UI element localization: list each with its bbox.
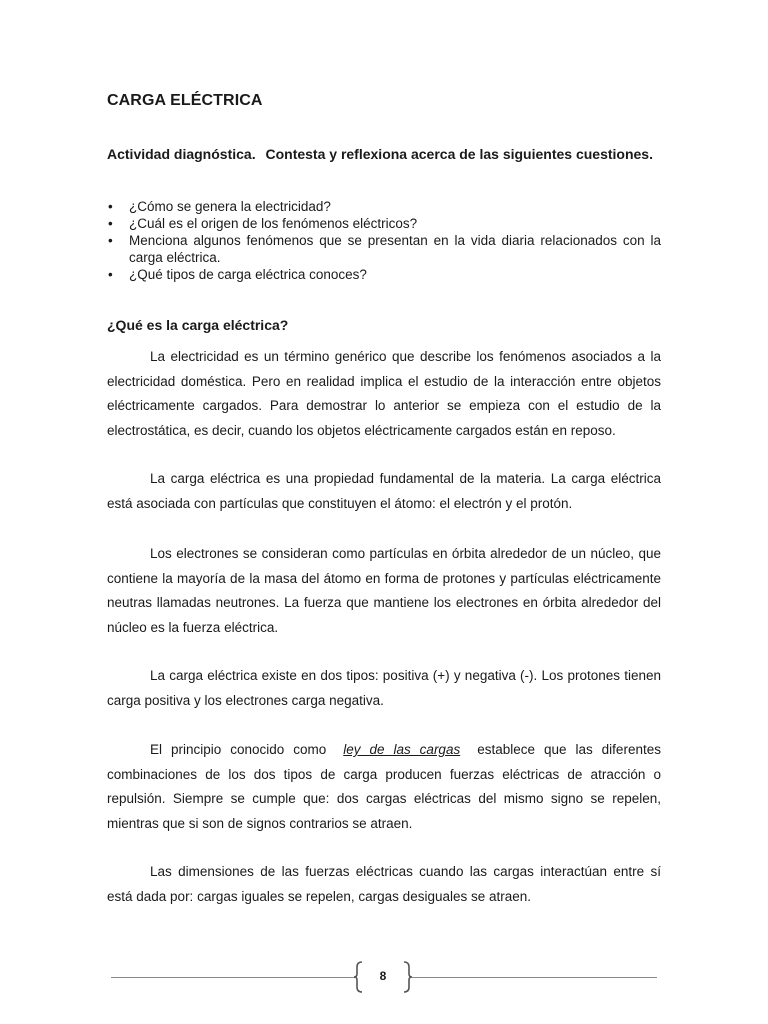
activity-heading: [107, 145, 661, 163]
page-number: 8: [379, 969, 387, 983]
paragraph-electrons: Los electrones se consideran como partículas en órbita alrededor de un núcleo, que contiene la mayoría de la masa del átomo en forma de protones y partículas eléctricamente neutras llamadas neutrones. La fuerza que mantiene los electrones en órbita alrededor del núcleo es la fuerza eléctrica.: [107, 546, 661, 635]
question-text: ¿Qué tipos de carga eléctrica conoces?: [129, 267, 367, 282]
question-list: [107, 198, 661, 283]
bullet-icon: •: [108, 216, 113, 231]
paragraph-closing: Las dimensiones de las fuerzas eléctricas cuando las cargas interactúan entre sí está dada por: cargas iguales se repelen, cargas desiguales se atraen.: [107, 864, 661, 904]
question-text: ¿Cuál es el origen de los fenómenos eléctricos?: [129, 216, 418, 231]
activity-instruction: Contesta y reflexiona acerca de las siguientes cuestiones.: [265, 146, 653, 162]
paragraph-law-of-charges: [107, 738, 661, 836]
law-intro-text: El principio conocido como: [150, 742, 327, 757]
activity-label: Actividad diagnóstica.: [107, 146, 256, 162]
list-item: [107, 198, 661, 215]
law-body-text: establece que las diferentes combinaciones de los dos tipos de carga producen fuerzas eléctricas de atracción o repulsión. Siempre se cumple que: dos cargas eléctricas del mismo signo se repelen, mientras que si son de signos contrarios se atraen.: [107, 742, 661, 831]
list-item: [107, 215, 661, 232]
question-text: Menciona algunos fenómenos que se presentan en la vida diaria relacionados con la carga eléctrica.: [129, 233, 661, 265]
bullet-icon: •: [108, 199, 113, 214]
document-title: CARGA ELÉCTRICA: [107, 92, 263, 109]
footer-divider-right: [412, 977, 657, 978]
list-item: [107, 266, 661, 283]
list-item: [107, 232, 661, 266]
footer-divider-left: [111, 977, 355, 978]
bullet-icon: •: [108, 233, 113, 248]
question-text: ¿Cómo se genera la electricidad?: [129, 199, 331, 214]
paragraph-charge-property: La carga eléctrica es una propiedad fundamental de la materia. La carga eléctrica está asociada con partículas que constituyen el átomo: el electrón y el protón.: [107, 471, 661, 511]
paragraph-charge-types: La carga eléctrica existe en dos tipos: positiva (+) y negativa (-). Los protones tienen carga positiva y los electrones carga negativa.: [107, 668, 661, 708]
paragraph-electricity: La electricidad es un término genérico que describe los fenómenos asociados a la electricidad doméstica. Pero en realidad implica el estudio de la interacción entre objetos eléctricamente cargados. Para demostrar lo anterior se empieza con el estudio de la electrostática, es decir, cuando los objetos eléctricamente cargados están en reposo.: [107, 349, 661, 438]
law-term: ley de las cargas: [343, 742, 461, 757]
section-title: ¿Qué es la carga eléctrica?: [107, 317, 289, 333]
bullet-icon: •: [108, 267, 113, 282]
